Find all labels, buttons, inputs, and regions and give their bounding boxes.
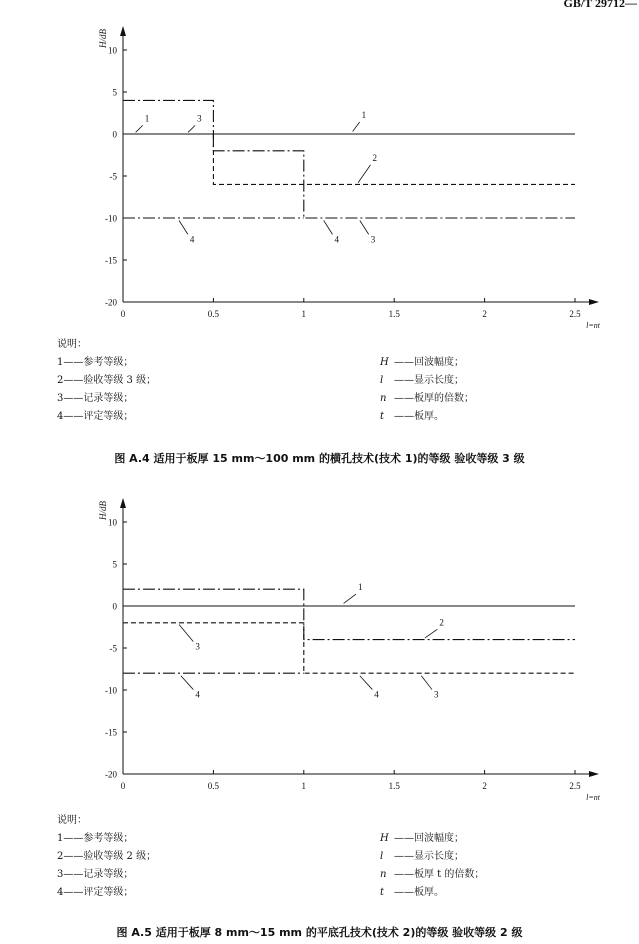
legend-item-1: 1——参考等级；	[57, 357, 134, 368]
figure-a4-chart	[0, 0, 639, 330]
y-tick-label: -20	[105, 297, 117, 308]
label-leader-line	[188, 125, 195, 132]
x-tick-label: 0.5	[207, 309, 220, 319]
series-number-label: 1	[144, 113, 150, 124]
x-tick-label: 0	[120, 309, 126, 319]
legend-title: 说明：	[57, 815, 87, 826]
symbol-t-text: ——板厚。	[394, 887, 444, 898]
symbol-l: l	[380, 375, 384, 386]
symbol-h-text: ——回波幅度；	[394, 357, 464, 368]
legend-symbol-l	[380, 372, 474, 390]
y-tick-label: -5	[109, 643, 117, 654]
symbol-n-text: ——板厚的倍数；	[394, 393, 474, 404]
legend-symbol-t	[380, 884, 484, 902]
legend-symbol-l	[380, 848, 484, 866]
symbol-l-text: ——显示长度；	[394, 375, 464, 386]
y-tick-label: -15	[105, 255, 117, 266]
figure-a5-legend	[57, 812, 617, 898]
series-line-2	[123, 589, 575, 639]
label-leader-line	[181, 676, 193, 690]
symbol-t: t	[380, 411, 385, 422]
symbol-t-text: ——板厚。	[394, 411, 444, 422]
symbol-h: H	[380, 833, 389, 844]
symbol-h-text: ——回波幅度；	[394, 833, 464, 844]
y-tick-label: 5	[112, 87, 117, 98]
y-axis-label: H/dB	[98, 501, 108, 520]
label-leader-line	[136, 125, 143, 132]
series-number-label: 3	[370, 234, 376, 245]
x-tick-label: 1.5	[388, 781, 400, 791]
y-tick-label: -15	[105, 727, 117, 738]
y-tick-label: 10	[108, 45, 117, 56]
label-leader-line	[360, 221, 369, 235]
figure-a4-caption: 图 A.4 适用于板厚 15 mm～100 mm 的横孔技术(技术 1)的等级 验收等级 3 级	[114, 452, 525, 465]
x-axis-arrow	[589, 771, 599, 777]
x-tick-label: 1.5	[388, 309, 400, 319]
series-line-3	[213, 134, 575, 184]
y-tick-label: 0	[112, 601, 117, 612]
series-number-label: 2	[372, 152, 378, 163]
legend-item-2: 2——验收等级 3 级；	[57, 375, 157, 386]
series-number-label: 2	[439, 617, 444, 628]
y-axis-arrow	[120, 26, 126, 36]
figure-a4-legend	[57, 336, 617, 422]
symbol-t: t	[380, 887, 385, 898]
label-leader-line	[324, 221, 333, 235]
x-tick-label: 0.5	[207, 781, 220, 791]
label-leader-line	[353, 122, 360, 131]
series-number-label: 3	[433, 689, 439, 700]
series-number-label: 4	[195, 689, 200, 700]
y-tick-label: -10	[105, 213, 117, 224]
legend-item-2: 2——验收等级 2 级；	[57, 851, 157, 862]
label-leader-line	[425, 629, 437, 638]
x-tick-label: 2.5	[569, 781, 581, 791]
symbol-h: H	[380, 357, 389, 368]
series-number-label: 1	[358, 582, 363, 593]
label-leader-line	[344, 594, 356, 603]
legend-symbol-h	[380, 830, 484, 848]
y-tick-label: -10	[105, 685, 117, 696]
symbol-n: n	[380, 869, 387, 880]
symbol-n-text: ——板厚 t 的倍数；	[394, 869, 485, 880]
series-number-label: 3	[195, 641, 200, 652]
x-tick-label: 1	[301, 309, 307, 319]
series-number-label: 1	[361, 110, 367, 121]
legend-symbol-h	[380, 354, 474, 372]
symbol-l: l	[380, 851, 384, 862]
y-tick-label: -5	[109, 171, 117, 182]
legend-item-3: 3——记录等级；	[57, 869, 134, 880]
figure-a5-chart	[0, 472, 639, 802]
y-axis-label: H/dB	[98, 29, 108, 48]
legend-item-3: 3——记录等级；	[57, 393, 134, 404]
series-line-2	[123, 100, 575, 218]
x-tick-label: 0	[120, 781, 126, 791]
symbol-l-text: ——显示长度；	[394, 851, 464, 862]
label-leader-line	[179, 624, 193, 641]
x-axis-arrow	[589, 299, 599, 305]
label-leader-line	[358, 165, 370, 183]
series-number-label: 4	[189, 234, 195, 245]
x-axis-label: l=nt	[586, 321, 600, 330]
series-number-label: 4	[334, 234, 340, 245]
x-tick-label: 2	[482, 781, 487, 791]
label-leader-line	[421, 676, 432, 690]
series-number-label: 3	[197, 113, 202, 124]
page-header: GB/T 29712—	[563, 0, 637, 10]
x-tick-label: 2.5	[569, 309, 581, 319]
series-line-3	[123, 623, 575, 673]
legend-symbol-t	[380, 408, 474, 426]
x-tick-label: 2	[482, 309, 487, 319]
y-tick-label: 10	[108, 517, 117, 528]
legend-symbol-n	[380, 866, 484, 884]
symbol-n: n	[380, 393, 387, 404]
x-tick-label: 1	[301, 781, 307, 791]
y-tick-label: 5	[112, 559, 117, 570]
legend-title: 说明：	[57, 339, 87, 350]
legend-item-4: 4——评定等级；	[57, 887, 134, 898]
y-axis-arrow	[120, 498, 126, 508]
figure-a5-caption: 图 A.5 适用于板厚 8 mm～15 mm 的平底孔技术(技术 2)的等级 验收等级 2 级	[116, 926, 523, 939]
legend-symbol-n	[380, 390, 474, 408]
x-axis-label: l=nt	[586, 793, 600, 802]
label-leader-line	[179, 221, 188, 235]
legend-item-1: 1——参考等级；	[57, 833, 134, 844]
y-tick-label: 0	[112, 129, 117, 140]
legend-item-4: 4——评定等级；	[57, 411, 134, 422]
y-tick-label: -20	[105, 769, 117, 780]
label-leader-line	[360, 676, 372, 690]
series-number-label: 4	[374, 689, 379, 700]
